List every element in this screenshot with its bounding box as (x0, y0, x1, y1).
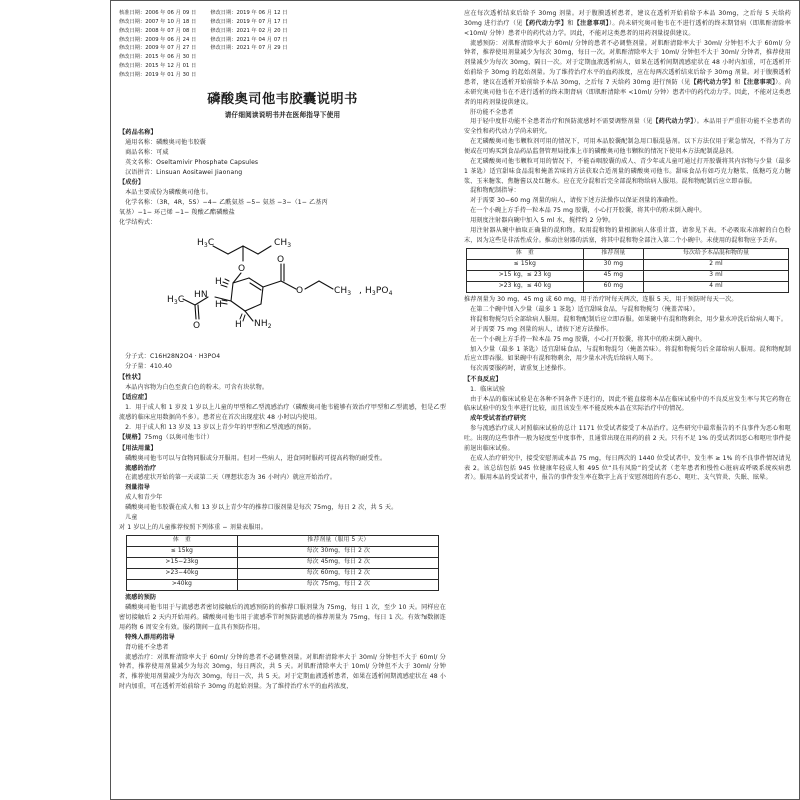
english-name: 英文名称：Oseltamivir Phosphate Capsules (125, 158, 259, 166)
table-row (466, 270, 789, 281)
suspension-dose-table (466, 248, 790, 294)
table-cell: 每次 75mg，每日 2 次 (238, 580, 439, 591)
page-title: 磷酸奥司他韦胶囊说明书 (207, 91, 358, 107)
table-cell: >40kg (126, 580, 238, 591)
date-line: 修改日期：2019 年 06 月 12 日 (210, 10, 288, 16)
table-cell: ≤ 15kg (126, 546, 238, 557)
section-heading-usage: 【用法用量】 (119, 444, 157, 452)
hepatic-text: 用于轻中度肝功能不全患者治疗和预防流感时不需要调整剂量（见【药代动力学】）。本品用于严重肝功能不全患者的安全性和药代动力学尚未研究。 (464, 118, 791, 136)
date-line: 修改日期：2021 年 02 月 20 日 (210, 27, 288, 34)
adverse-item-1-heading: 1．临床试验 (470, 385, 506, 393)
table-cell: 60 mg (584, 282, 644, 293)
table-cell: >15−23kg (126, 557, 238, 568)
left-column (119, 9, 455, 795)
molecular-weight-label: 分子量： (125, 363, 150, 371)
page-subtitle: 请仔细阅读说明书并在医师指导下使用 (224, 111, 341, 120)
label-h3c-top-left: $H_3C$ (196, 238, 214, 250)
insert-page (110, 0, 800, 800)
hepatic-heading: 肝功能不全患者 (470, 108, 514, 116)
usage-renal-heading: 肾功能不全患者 (125, 643, 169, 651)
molecular-formula-line (119, 352, 446, 362)
suspension-paragraph-9: 在第二个碗中加入少量（最多 1 茶匙）适宜甜味食品，与混和物搅匀（掩盖苦味）。 (470, 306, 699, 314)
indication-item-2: 2．用于成人和 13 岁及 13 岁以上青少年的甲型和乙型流感的预防。 (125, 423, 315, 431)
trade-name: 商品名称：可威 (125, 148, 169, 156)
label-h3c-acetyl: $H_3C$ (166, 295, 184, 307)
suspension-paragraph-4: 对于需要 30−60 mg 剂量的病人，请按下述方法操作以保证剂量的准确性。 (470, 197, 682, 205)
date-line: 修改日期：2019 年 01 月 30 日 (119, 71, 197, 78)
ref-precautions-2: 【注意事项】 (740, 79, 776, 87)
pinyin-name: 汉语拼音：Linsuan Aositawei Jiaonang (125, 168, 243, 176)
oseltamivir-structure-svg (153, 231, 413, 349)
suspension-paragraph-5: 在一个小碗上方手持一粒本品 75 mg 胶囊，小心打开胶囊，将其中的粉末倒入碗中。 (470, 207, 706, 215)
ref-pharmacokinetics-3: 【药代动力学】 (652, 118, 694, 126)
label-o-carbonyl: O (276, 255, 284, 266)
generic-name: 通用名称：磷酸奥司他韦胶囊 (125, 138, 206, 146)
table-header-cell: 体 重 (126, 535, 238, 546)
usage-renal-text: 流感治疗：对肌酐清除率大于 60ml/ 分钟的患者不必调整剂量。对肌酐清除率大于 30ml/ 分钟但不大于 60ml/ 分钟者，推荐使用剂量减少为每次 30mg，每日两次，共 5 天。对肌酐清除率大于 10ml/ 分钟但不大于 30ml/ 分钟者，推荐使用剂量减少为每次 30mg，每日一次，共 5 天。对于定期血液透析患者，如果在透析间期流感症状在 48 小时内加重，可在透析开始前给予 30mg 的起始剂量。为了维持治疗水平的血药浓度， (119, 653, 446, 691)
date-line: 核准日期：2006 年 06 月 09 日 (119, 10, 197, 16)
usage-adult-text: 磷酸奥司他韦胶囊在成人和 13 岁以上青少年的推荐口服剂量是每次 75mg，每日 2 次，共 5 天。 (125, 504, 398, 512)
section-heading-ingredients: 【成份】 (119, 178, 145, 186)
chemical-name-line1: 化学名称：（3R，4R，5S）−4− 乙酰氨基 −5− 氨基 −3−（1− 乙基丙 (125, 198, 328, 206)
table-cell: 3 ml (643, 270, 789, 281)
table-header-cell: 每次给予本品混和物的量 (643, 248, 789, 259)
label-o-ester: O (295, 286, 303, 297)
table-cell: >23 kg，≤ 40 kg (466, 282, 584, 293)
usage-prevention-heading: 流感的预防 (125, 594, 157, 602)
date-line: 修改日期：2009 年 07 月 27 日 (119, 45, 197, 52)
ref-precautions: 【注意事项】 (573, 19, 609, 27)
label-o-amide: O (192, 321, 200, 332)
usage-adult-heading: 成人和青少年 (125, 494, 163, 502)
adverse-item-1-text: 由于本品的临床试验是在各种不同条件下进行的，因此不能直接将本品在临床试验中的不良反应发生率与其它药物在临床试验中的发生率进行比较，而且该发生率不能反映本品在实际治疗中的情况。 (464, 395, 791, 413)
section-heading-properties: 【性状】 (119, 373, 145, 381)
section-heading-adverse-reactions: 【不良反应】 (464, 375, 502, 383)
usage-cont-paragraph-2: 流感预防：对肌酐清除率大于 60ml/ 分钟的患者不必调整剂量。对肌酐清除率大于 30ml/ 分钟但不大于 60ml/ 分钟者，推荐使用剂量减少为每次 30mg，每日一次。对肌酐清除率大于 10ml/ 分钟但不大于 30ml/ 分钟者，推荐使用剂量减少为每次 30mg，隔日一次。对于定期血液透析病人，如果在透析间期流感症状在 48 小时内加重，可在透析开始前给予 30mg 的起始剂量。为了维持治疗水平的血药浓度，应在每两次透析结束后给予 30mg 剂量。对于腹膜透析患者，建议在透析开始前给予本品 30mg，之后每 7 天给药 30mg 进行预防（见【药代动力学】和【注意事项】）。尚未研究奥司他韦在不进行透析的终末期肾病（即肌酐清除率 <10ml/ 分钟）患者中的药代动力学。因此，不能对这类患者的用药剂量提供建议。 (464, 39, 791, 106)
table-cell: 4 ml (643, 282, 789, 293)
suspension-paragraph-2: 在无磷酸奥司他韦颗粒可用的情况下，不能吞咽胶囊的成人、青少年或儿童可通过打开胶囊将其内容物与少量（最多 1 茶匙）适宜甜味食品混和掩盖苦味的方法获取合适剂量的磷酸奥司他韦。甜味食品有如巧克力糖浆、低糖巧克力糖浆、玉米糖浆、焦糖酱以及红糖水。应在充分混和后完全部混和物给病人服用。混和物配制后应立即吞服。 (464, 157, 791, 185)
chemical-structure-label: 化学结构式： (119, 218, 157, 226)
suspension-paragraph-11: 对于需要 75 mg 剂量的病人，请按下述方法操作。 (470, 325, 613, 333)
usage-children-text: 对 1 岁以上的儿童推荐按照下列体重 − 剂量表服用。 (119, 523, 267, 531)
section-heading-drug-name: 【药品名称】 (119, 128, 157, 136)
table-cell: 2 ml (643, 259, 789, 270)
date-line: 修改日期：2015 年 12 月 01 日 (119, 63, 197, 70)
chemical-structure-diagram (119, 231, 446, 349)
table-cell: 每次 45mg，每日 2 次 (238, 557, 439, 568)
indication-item-1: 1．用于成人和 1 岁及 1 岁以上儿童的甲型和乙型流感治疗（磷酸奥司他韦能够有效治疗甲型和乙型流感，但是乙型流感的临床应用数据尚不多）。患者应在首次出现症状 48 小时以内使用。 (119, 404, 446, 421)
usage-dose-guide-heading: 剂量指导 (125, 484, 150, 492)
table-cell: >23−40kg (126, 569, 238, 580)
usage-children-heading: 儿童 (125, 513, 138, 521)
adult-study-heading: 成年受试者治疗研究 (470, 415, 527, 423)
usage-intro: 磷酸奥司他韦可以与食物同服或分开服用。但对一些病人，进食同时服药可提高药物的耐受性。 (125, 454, 387, 462)
suspension-paragraph-7: 用注射器从碗中抽取正确量的混和物。取用混和物的量根据病人体重计算，请参见下表。不必吸取未溶解的白色粉末，因为这些是非活性成分。推动注射器的活塞，将其中混和物全部注入第二个小碗中。未使用的混和物应予丢弃。 (464, 226, 791, 244)
ref-pharmacokinetics: 【药代动力学】 (522, 19, 568, 27)
adult-study-paragraph-1: 参与流感治疗成人对照临床试验的总计 1171 位受试者接受了本品治疗。这些研究中最常报告的不良事件为恶心和呕吐。出现的这些事件一般为轻度至中度事件，且通常出现在用药的前 2 天。只有不足 1% 的受试者因恶心和呕吐事件提前退出临床试验。 (464, 425, 791, 452)
label-hn: HN (193, 290, 208, 301)
molecular-weight-value: 410.40 (149, 363, 173, 371)
suspension-paragraph-13: 加入少量（最多 1 茶匙）适宜甜味食品，与混和物混匀（掩盖苦味）。将混和物搅匀后全部给病人服用。混和物配制后应立即吞服。如果碗中有混和物剩余，用少量水冲洗后给病人喝下。 (464, 345, 791, 363)
suspension-paragraph-8: 推荐剂量为 30 mg、45 mg 或 60 mg，用于治疗时每天两次，连服 5 天，用于预防时每天一次。 (464, 296, 738, 304)
table-cell: ≤ 15kg (466, 259, 584, 270)
specification-value: 75mg（以奥司他韦计） (144, 434, 214, 442)
two-column-layout (111, 1, 799, 799)
label-h-ring-1: H (214, 277, 222, 288)
date-line: 修改日期：2019 年 07 月 17 日 (210, 18, 288, 25)
label-h-ring-2: H (214, 300, 222, 311)
suspension-paragraph-1: 在无磷酸奥司他韦颗粒剂可用的情况下，可用本品胶囊配制急用口服混悬剂。以下方法仅用于紧急情况，不得为了方便或在可购买到食品药品监督管理局批准上市的磷酸奥司他韦颗粒的情况下使用本方法配制混悬剂。 (464, 138, 791, 156)
table-row (126, 546, 439, 557)
molecular-weight-line (119, 362, 446, 372)
suspension-paragraph-6: 用刻度注射器向碗中加入 5 ml 水，搅拌约 2 分钟。 (470, 217, 615, 225)
weight-dose-table (126, 535, 440, 592)
properties-text: 本品内容物为白色至黄白色的粉末。可含有块状物。 (125, 383, 269, 391)
section-heading-specification (119, 433, 446, 443)
ref-pharmacokinetics-2: 【药代动力学】 (690, 79, 735, 87)
table-row (126, 569, 439, 580)
ingredients-main: 本品主要成份为磷酸奥司他韦。 (125, 188, 213, 196)
table-row (126, 580, 439, 591)
suspension-paragraph-12: 在一个小碗上方手持一粒本品 75 mg 胶囊，小心打开胶囊，将其中的粉末倒入碗中。 (470, 335, 706, 343)
table-cell: 45 mg (584, 270, 644, 281)
suspension-paragraph-10: 将混和物搅匀后全部给病人服用。混和物配制后应立即吞服。如果碗中有混和物剩余，用少量水冲洗后给病人喝下。 (470, 315, 788, 323)
molecular-formula-label: 分子式： (125, 353, 150, 361)
label-nh2: $NH_2$ (253, 319, 272, 331)
usage-treatment-heading: 流感的治疗 (125, 464, 157, 472)
adult-study-paragraph-2: 在成人治疗研究中，接受安慰剂或本品 75 mg，每日两次的 1440 位受试者中，发生率 ≥ 1% 的不良事件情况请见表 2。该总结包括 945 位健康年轻成人和 495 位“具有风险”的受试者（老年患者和慢性心脏病或呼吸系统疾病患者）。服用本品的受试者中，报告的事件发生率在数字上高于安慰剂组的有恶心、呕吐、支气管炎、失眠、眩晕。 (464, 454, 791, 482)
label-h-ring-3: H (234, 320, 242, 331)
table-cell: 30 mg (584, 259, 644, 270)
table-cell: >15 kg，≤ 23 kg (466, 270, 584, 281)
label-o-ether: O (237, 264, 245, 275)
table-row (466, 259, 789, 270)
label-phosphate: , $H_3PO_4$ (358, 286, 393, 298)
date-line: 修改日期：2007 年 10 月 18 日 (119, 18, 197, 25)
date-line: 修改日期：2021 年 04 月 07 日 (210, 36, 288, 43)
table-row (466, 282, 789, 293)
chemical-name-line2: 氧基）−1− 环己烯 −1− 羧酸乙酯磷酸盐 (119, 208, 235, 216)
section-heading-indications: 【适应症】 (119, 394, 151, 402)
table-header-cell: 体 重 (466, 248, 584, 259)
usage-treatment-text: 在流感症状开始的第一天或第二天（理想状态为 36 小时内）就应开始治疗。 (125, 474, 337, 482)
usage-special-population-heading: 特殊人群用药指导 (125, 633, 175, 641)
table-row (126, 557, 439, 568)
table-header-row (126, 535, 439, 546)
label-ch3-top-right: $CH_3$ (273, 238, 291, 250)
date-line: 修改日期：2015 年 06 月 30 日 (119, 54, 197, 61)
suspension-paragraph-3: 混和物配制指导： (470, 187, 520, 195)
table-header-cell: 推荐剂量 (584, 248, 644, 259)
title-block (119, 92, 446, 121)
revision-dates-column-1 (119, 9, 196, 80)
specification-heading-text: 【规格】 (119, 434, 145, 442)
date-line: 修改日期：2009 年 06 月 24 日 (119, 36, 197, 43)
usage-cont-paragraph-1: 应在每次透析结束后给予 30mg 剂量。对于腹膜透析患者，建议在透析开始前给予本品 30mg，之后每 5 天给药 30mg 进行治疗（见【药代动力学】和【注意事项】）。尚未研究奥司他韦在不进行透析的终末期肾病（即肌酐清除率 <10ml/ 分钟）患者中的药代动力学。因此，不能对这类患者的用药剂量提供建议。 (464, 10, 792, 37)
revision-dates-block (119, 9, 446, 80)
table-header-row (466, 248, 789, 259)
revision-dates-column-2 (210, 9, 287, 80)
right-column (455, 9, 791, 795)
suspension-paragraph-14: 每次需要服药时，请重复上述操作。 (470, 365, 570, 373)
molecular-formula-value: C16H28N2O4 · H3PO4 (149, 353, 221, 361)
date-line: 修改日期：2021 年 07 月 29 日 (210, 45, 288, 52)
usage-prevention-text: 磷酸奥司他韦用于与流感患者密切接触后的流感预防的的推荐口服剂量为 75mg，每日 1 次，至少 10 天。同样应在密切接触后 2 天内开始用药。磷酸奥司他韦用于流感季节时预防流感的推荐剂量为 75mg，每日 1 次。有效ేక数据连用药物 6 周安全有效。服药期间一直具有预防作用。 (119, 604, 446, 631)
table-cell: 每次 30mg，每日 2 次 (238, 546, 439, 557)
label-ch3-ester: $CH_3$ (333, 286, 351, 298)
date-line: 修改日期：2008 年 07 月 08 日 (119, 27, 197, 34)
table-header-cell: 推荐剂量（服用 5 天） (238, 535, 439, 546)
table-cell: 每次 60mg，每日 2 次 (238, 569, 439, 580)
